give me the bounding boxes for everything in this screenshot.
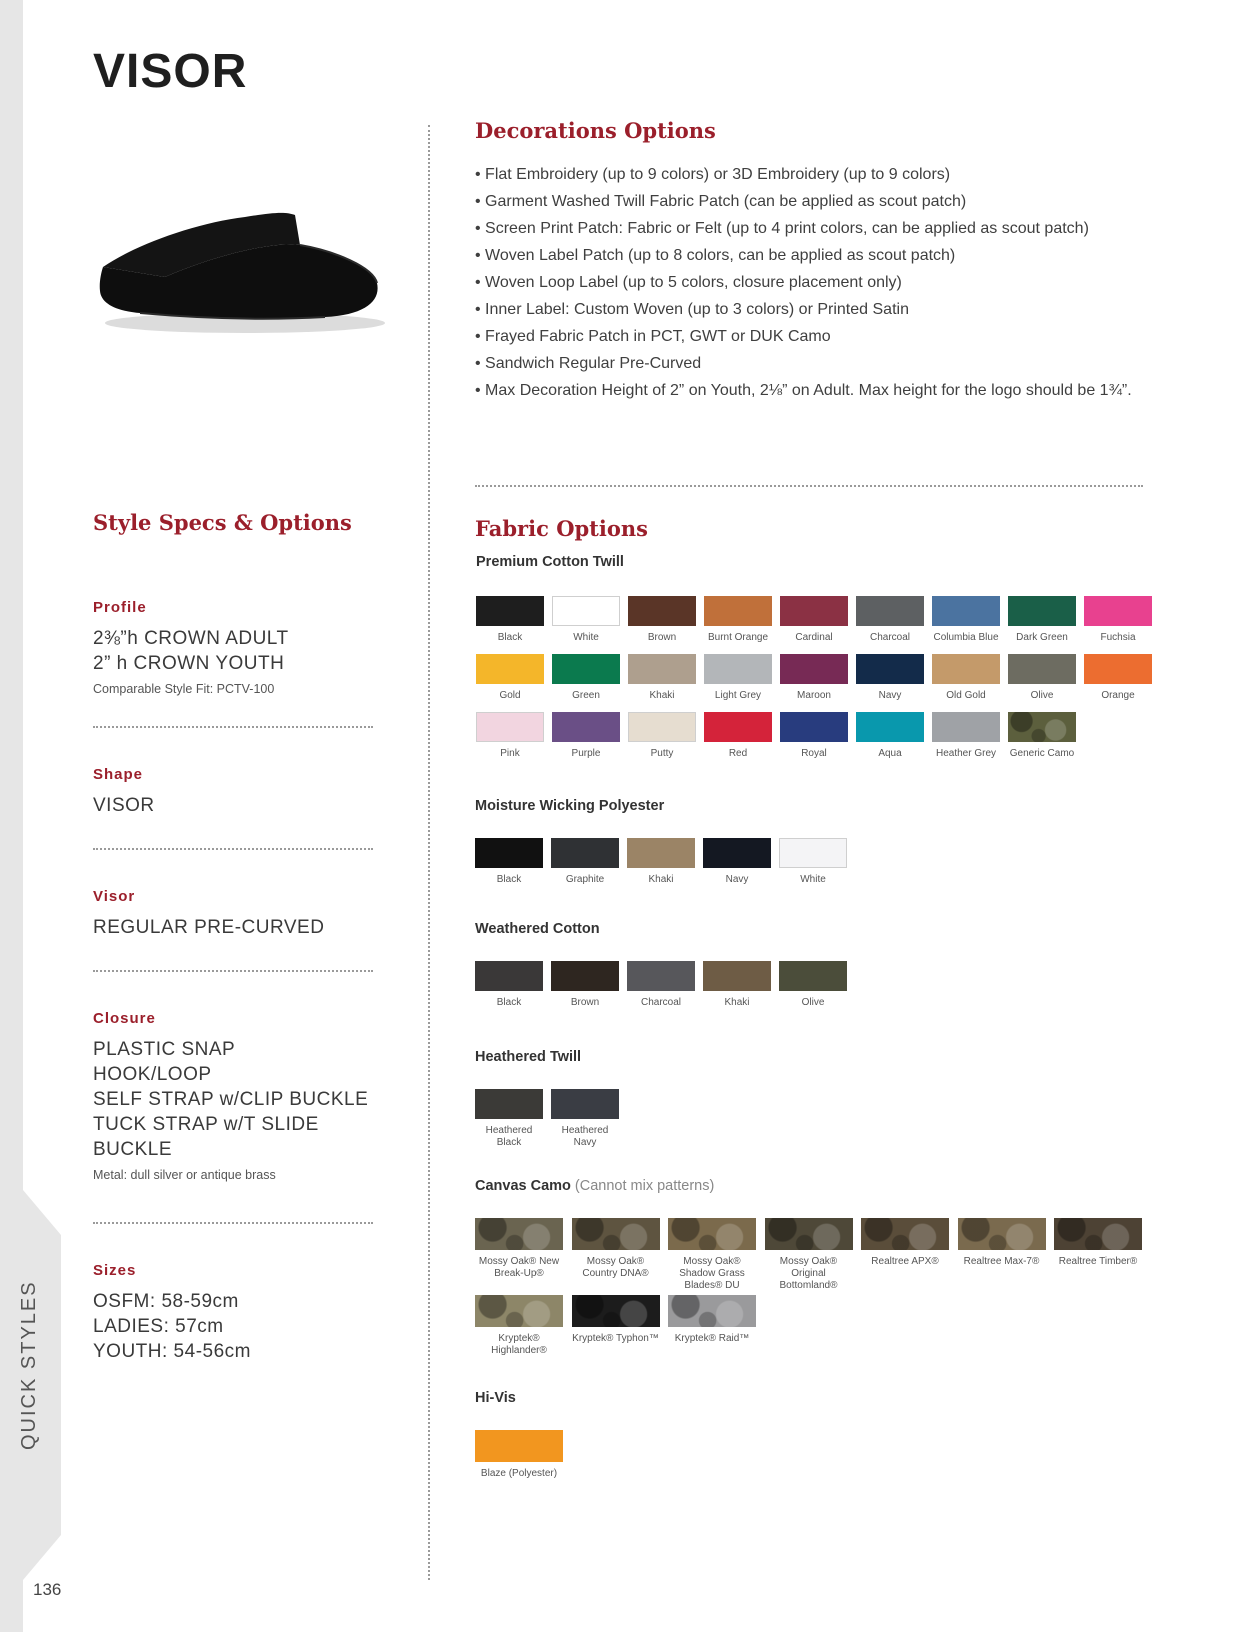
swatch-label: White (800, 874, 826, 885)
fabric-group-title: Premium Cotton Twill (476, 554, 624, 570)
fabric-swatch (704, 654, 772, 702)
spec-label: Closure (93, 1010, 156, 1027)
fabric-swatch (476, 596, 544, 644)
fabric-swatch (765, 1218, 853, 1292)
fabric-group-weathered (475, 921, 825, 1008)
swatch-label: Black (497, 632, 523, 643)
spec-value: HOOK/LOOP (93, 1064, 212, 1085)
swatch-label: Gold (499, 690, 521, 701)
fabric-swatch (668, 1295, 756, 1345)
swatch-color-chip (572, 1295, 660, 1327)
fabric-swatch (780, 712, 848, 760)
swatch-label: Green (572, 690, 600, 701)
swatch-color-chip (476, 712, 544, 742)
spec-value: SELF STRAP w/CLIP BUCKLE (93, 1089, 369, 1110)
fabric-swatch (475, 838, 543, 886)
swatch-label: Red (728, 748, 748, 759)
decorations-heading: Decorations Options (475, 118, 716, 143)
fabric-group-title: Hi-Vis (475, 1390, 516, 1406)
fabric-swatch (958, 1218, 1046, 1268)
swatch-color-chip (932, 654, 1000, 684)
spec-value: 2⅜”h CROWN ADULT (93, 628, 289, 649)
side-label: QUICK STYLES (18, 1280, 40, 1450)
swatch-label: Mossy Oak® Original Bottomland® (779, 1256, 838, 1291)
spec-value: 2” h CROWN YOUTH (93, 653, 285, 674)
swatch-label: Kryptek® Highlander® (491, 1333, 547, 1356)
swatch-color-chip (932, 596, 1000, 626)
swatch-label: Light Grey (714, 690, 762, 701)
swatch-label: Aqua (878, 748, 902, 759)
list-item: • Inner Label: Custom Woven (up to 3 colors) or Printed Satin (475, 301, 909, 318)
decorations-section (475, 118, 1155, 404)
swatch-color-chip (958, 1218, 1046, 1250)
swatch-label: Maroon (797, 690, 831, 701)
swatch-color-chip (765, 1218, 853, 1250)
fabric-group-title (475, 1178, 714, 1194)
fabric-group-heathered (475, 1049, 609, 1148)
fabric-swatch (572, 1295, 660, 1345)
fabric-swatch (1054, 1218, 1142, 1268)
fabric-swatch (628, 596, 696, 644)
swatch-color-chip (1084, 596, 1152, 626)
fabric-group-title: Heathered Twill (475, 1049, 582, 1065)
list-item: • Frayed Fabric Patch in PCT, GWT or DUK Camo (475, 328, 831, 345)
fabric-swatch (932, 654, 1000, 702)
fabric-swatch (475, 1218, 563, 1280)
swatch-label: Fuchsia (1100, 632, 1136, 643)
swatch-color-chip (856, 654, 924, 684)
spec-note: Comparable Style Fit: PCTV-100 (93, 682, 275, 696)
fabric-swatch (704, 596, 772, 644)
swatch-color-chip (551, 961, 619, 991)
swatch-color-chip (475, 1430, 563, 1462)
fabric-swatch (704, 712, 772, 760)
fabric-swatch (779, 961, 847, 1009)
fabric-swatch (861, 1218, 949, 1268)
swatch-label: Charcoal (640, 997, 682, 1008)
swatch-color-chip (551, 838, 619, 868)
fabric-swatch (628, 712, 696, 760)
swatch-color-chip (668, 1295, 756, 1327)
fabric-swatch (552, 712, 620, 760)
fabric-group-note: (Cannot mix patterns) (574, 1178, 715, 1194)
swatch-label: Mossy Oak® Country DNA® (582, 1256, 649, 1279)
spec-value: TUCK STRAP w/T SLIDE BUCKLE (93, 1114, 319, 1160)
spec-visor (93, 888, 373, 940)
swatch-label: Graphite (565, 874, 605, 885)
swatch-label: Kryptek® Raid™ (674, 1333, 750, 1344)
fabric-swatch (1084, 596, 1152, 644)
swatch-label: Realtree Max-7® (963, 1256, 1040, 1267)
swatch-label: Khaki (649, 690, 675, 701)
spec-value: REGULAR PRE-CURVED (93, 917, 325, 938)
spec-note: Metal: dull silver or antique brass (93, 1168, 276, 1182)
spec-closure (93, 1010, 373, 1182)
list-item: • Max Decoration Height of 2” on Youth, 2⅛” on Adult. Max height for the logo should be 1¾”. (475, 382, 1132, 399)
swatch-label: Navy (725, 874, 749, 885)
fabric-group-premium (476, 554, 1136, 759)
swatch-color-chip (856, 596, 924, 626)
fabric-swatch (932, 712, 1000, 760)
fabric-swatch (552, 596, 620, 644)
swatch-label: Mossy Oak® Shadow Grass Blades® DU (679, 1256, 745, 1291)
fabric-group-title: Moisture Wicking Polyester (475, 798, 665, 814)
swatch-color-chip (552, 712, 620, 742)
swatch-label: Kryptek® Typhon™ (572, 1333, 659, 1344)
list-item: • Screen Print Patch: Fabric or Felt (up to 4 print colors, can be applied as scout patch) (475, 220, 1089, 237)
list-item: • Flat Embroidery (up to 9 colors) or 3D Embroidery (up to 9 colors) (475, 166, 951, 183)
swatch-color-chip (475, 1218, 563, 1250)
fabric-swatch (627, 961, 695, 1009)
swatch-color-chip (704, 712, 772, 742)
swatch-label: Brown (647, 632, 677, 643)
swatch-label: Mossy Oak® New Break-Up® (478, 1256, 560, 1279)
swatch-color-chip (475, 1089, 543, 1119)
spec-label: Profile (93, 599, 147, 616)
fabric-swatch (779, 838, 847, 886)
swatch-label: Orange (1101, 690, 1135, 701)
swatch-label: Black (496, 997, 522, 1008)
spec-label: Visor (93, 888, 136, 905)
fabric-swatch (475, 1089, 543, 1149)
list-item: • Woven Label Patch (up to 8 colors, can be applied as scout patch) (475, 247, 956, 264)
swatch-label: Cardinal (795, 632, 833, 643)
fabric-swatch (551, 961, 619, 1009)
swatch-color-chip (779, 961, 847, 991)
spec-label: Sizes (93, 1262, 137, 1279)
swatch-color-chip (861, 1218, 949, 1250)
swatch-color-chip (703, 838, 771, 868)
spec-value: VISOR (93, 795, 155, 816)
spec-separator (93, 848, 373, 850)
swatch-color-chip (572, 1218, 660, 1250)
spec-separator (93, 970, 373, 972)
swatch-color-chip (704, 654, 772, 684)
fabric-group-name: Canvas Camo (475, 1178, 571, 1194)
fabric-swatch (1008, 712, 1076, 760)
swatch-label: Royal (801, 748, 827, 759)
swatch-label: Realtree APX® (871, 1256, 939, 1267)
swatch-label: Olive (1030, 690, 1054, 701)
swatch-color-chip (628, 712, 696, 742)
swatch-label: Pink (500, 748, 520, 759)
swatch-color-chip (932, 712, 1000, 742)
spec-sizes (93, 1262, 373, 1364)
spec-profile (93, 599, 373, 696)
swatch-color-chip (476, 654, 544, 684)
black-visor-icon (95, 205, 395, 340)
swatch-color-chip (1084, 654, 1152, 684)
fabric-swatch (475, 961, 543, 1009)
swatch-color-chip (1054, 1218, 1142, 1250)
swatch-color-chip (1008, 654, 1076, 684)
swatch-label: Putty (650, 748, 674, 759)
swatch-color-chip (552, 654, 620, 684)
swatch-label: Blaze (Polyester) (480, 1468, 558, 1479)
swatch-color-chip (475, 961, 543, 991)
fabric-swatch (780, 654, 848, 702)
swatch-color-chip (475, 1295, 563, 1327)
spec-value: LADIES: 57cm (93, 1316, 224, 1337)
fabric-swatch (551, 838, 619, 886)
decorations-list (475, 161, 1155, 404)
swatch-label: Purple (571, 748, 601, 759)
swatch-label: Olive (801, 997, 825, 1008)
swatch-color-chip (780, 712, 848, 742)
fabric-swatch (476, 654, 544, 702)
swatch-color-chip (1008, 596, 1076, 626)
list-item: • Sandwich Regular Pre-Curved (475, 355, 702, 372)
swatch-color-chip (704, 596, 772, 626)
page-number: 136 (33, 1580, 62, 1599)
spec-separator (93, 726, 373, 728)
swatch-color-chip (1008, 712, 1076, 742)
fabric-swatch (627, 838, 695, 886)
spec-separator (93, 1222, 373, 1224)
swatch-label: Columbia Blue (933, 632, 999, 643)
section-separator (475, 485, 1143, 487)
fabric-swatch (856, 596, 924, 644)
fabric-swatch (552, 654, 620, 702)
spec-shape (93, 766, 373, 818)
fabric-swatch (856, 712, 924, 760)
swatch-label: Old Gold (946, 690, 986, 701)
spec-value: PLASTIC SNAP (93, 1039, 236, 1060)
fabric-swatch (475, 1295, 563, 1357)
swatch-color-chip (703, 961, 771, 991)
swatch-color-chip (627, 961, 695, 991)
fabric-swatch (703, 961, 771, 1009)
swatch-label: Brown (570, 997, 600, 1008)
swatch-color-chip (627, 838, 695, 868)
fabric-swatch (628, 654, 696, 702)
swatch-label: Dark Green (1016, 632, 1068, 643)
vertical-divider (428, 125, 430, 1580)
style-specs (93, 510, 373, 1364)
fabric-swatch (856, 654, 924, 702)
swatch-label: White (573, 632, 599, 643)
swatch-color-chip (628, 654, 696, 684)
fabric-swatch (475, 1430, 563, 1480)
swatch-color-chip (856, 712, 924, 742)
spec-label: Shape (93, 766, 144, 783)
fabric-swatch (476, 712, 544, 760)
fabric-group-moisture (475, 798, 826, 885)
fabric-swatch (780, 596, 848, 644)
fabric-swatch (932, 596, 1000, 644)
fabric-group-title: Weathered Cotton (475, 921, 600, 937)
swatch-label: Khaki (648, 874, 674, 885)
fabric-swatch (1084, 654, 1152, 702)
swatch-color-chip (551, 1089, 619, 1119)
fabrics-heading: Fabric Options (475, 516, 648, 541)
swatch-label: Black (496, 874, 522, 885)
fabric-swatch (668, 1218, 756, 1292)
swatch-color-chip (475, 838, 543, 868)
fabric-group-camo (475, 1178, 1138, 1356)
swatch-label: Heathered Black (485, 1125, 533, 1148)
fabric-group-hivis (475, 1390, 558, 1479)
swatch-color-chip (628, 596, 696, 626)
swatch-label: Navy (878, 690, 902, 701)
list-item: • Woven Loop Label (up to 5 colors, closure placement only) (475, 274, 902, 291)
swatch-color-chip (476, 596, 544, 626)
swatch-label: Khaki (724, 997, 750, 1008)
swatch-label: Charcoal (869, 632, 911, 643)
swatch-color-chip (779, 838, 847, 868)
spec-value: OSFM: 58-59cm (93, 1291, 239, 1312)
swatch-color-chip (668, 1218, 756, 1250)
swatch-color-chip (552, 596, 620, 626)
spec-value: YOUTH: 54-56cm (93, 1341, 251, 1362)
fabric-swatch (551, 1089, 619, 1149)
fabric-swatch (572, 1218, 660, 1280)
swatch-label: Realtree Timber® (1058, 1256, 1138, 1267)
specs-heading: Style Specs & Options (93, 510, 352, 535)
fabric-swatch (703, 838, 771, 886)
list-item: • Garment Washed Twill Fabric Patch (can be applied as scout patch) (475, 193, 967, 210)
swatch-color-chip (780, 596, 848, 626)
fabric-swatch (1008, 654, 1076, 702)
page-title: VISOR (93, 45, 248, 98)
swatch-label: Generic Camo (1009, 748, 1075, 759)
swatch-label: Heathered Navy (561, 1125, 609, 1148)
swatch-label: Heather Grey (935, 748, 997, 759)
swatch-color-chip (780, 654, 848, 684)
swatch-label: Burnt Orange (707, 632, 769, 643)
fabric-swatch (1008, 596, 1076, 644)
